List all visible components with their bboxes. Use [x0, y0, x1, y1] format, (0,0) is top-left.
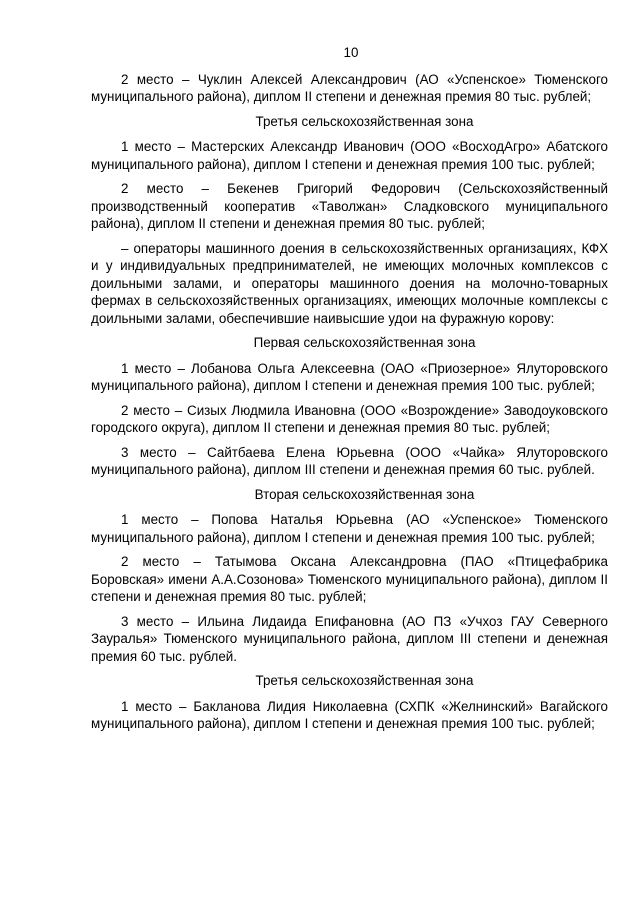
zone-heading: Третья сельскохозяйственная зона — [255, 113, 474, 129]
zone-heading: Вторая сельскохозяйственная зона — [254, 486, 475, 502]
award-paragraph: 3 место – Ильина Лидаида Епифановна (АО ПЗ «Учхоз ГАУ Северного Зауралья» Тюменского муниципального района, диплом III степени и денежная премия 60 тыс. рублей. — [91, 613, 608, 664]
award-paragraph: 1 место – Лобанова Ольга Алексеевна (ОАО «Приозерное» Ялуторовского муниципального района), диплом I степени и денежная премия 100 тыс. рублей; — [91, 360, 608, 393]
zone-heading: Первая сельскохозяйственная зона — [253, 335, 476, 350]
award-paragraph: 3 место – Сайтбаева Елена Юрьевна (ООО «Чайка» Ялуторовского муниципального района), диплом III степени и денежная премия 60 тыс. рублей. — [91, 444, 608, 477]
category-paragraph: – операторы машинного доения в сельскохозяйственных организациях, КФХ и у индивидуальных предпринимателей, не имеющих молочных комплексов с доильными залами, и операторы машинного доения на молочно-товарных фермах в сельскохозяйственных организациях, имеющих молочные комплексы с доильными залами, обеспечившие наивысшие удои на фуражную корову: — [91, 240, 608, 326]
zone-heading: Третья сельскохозяйственная зона — [255, 673, 474, 688]
award-paragraph: 1 место – Бакланова Лидия Николаевна (СХПК «Желнинский» Вагайского муниципального района), диплом I степени и денежная премия 100 тыс. рублей; — [91, 698, 608, 731]
award-paragraph: 2 место – Татымова Оксана Александровна (ПАО «Птицефабрика Боровская» имени А.А.Созонова» Тюменского муниципального района), диплом II степени и денежная премия 80 тыс. рублей; — [91, 554, 608, 604]
award-paragraph: 2 место – Бекенев Григорий Федорович (Сельскохозяйственный производственный кооператив «Таволжан» Сладковского муниципального района), диплом II степени и денежная премия 80 тыс. рублей; — [91, 181, 608, 231]
award-paragraph: 2 место – Сизых Людмила Ивановна (ООО «Возрождение» Заводоуковского городского округа), диплом II степени и денежная премия 80 тыс. рублей; — [91, 402, 608, 435]
award-paragraph: 2 место – Чуклин Алексей Александрович (АО «Успенское» Тюменского муниципального района), диплом II степени и денежная премия 80 тыс. рублей; — [91, 71, 608, 104]
award-paragraph: 1 место – Попова Наталья Юрьевна (АО «Успенское» Тюменского муниципального района), диплом I степени и денежная премия 100 тыс. рублей; — [91, 512, 608, 545]
page-number: 10 — [343, 45, 359, 60]
award-paragraph: 1 место – Мастерских Александр Иванович (ООО «ВосходАгро» Абатского муниципального района), диплом I степени и денежная премия 100 тыс. рублей; — [91, 139, 608, 172]
